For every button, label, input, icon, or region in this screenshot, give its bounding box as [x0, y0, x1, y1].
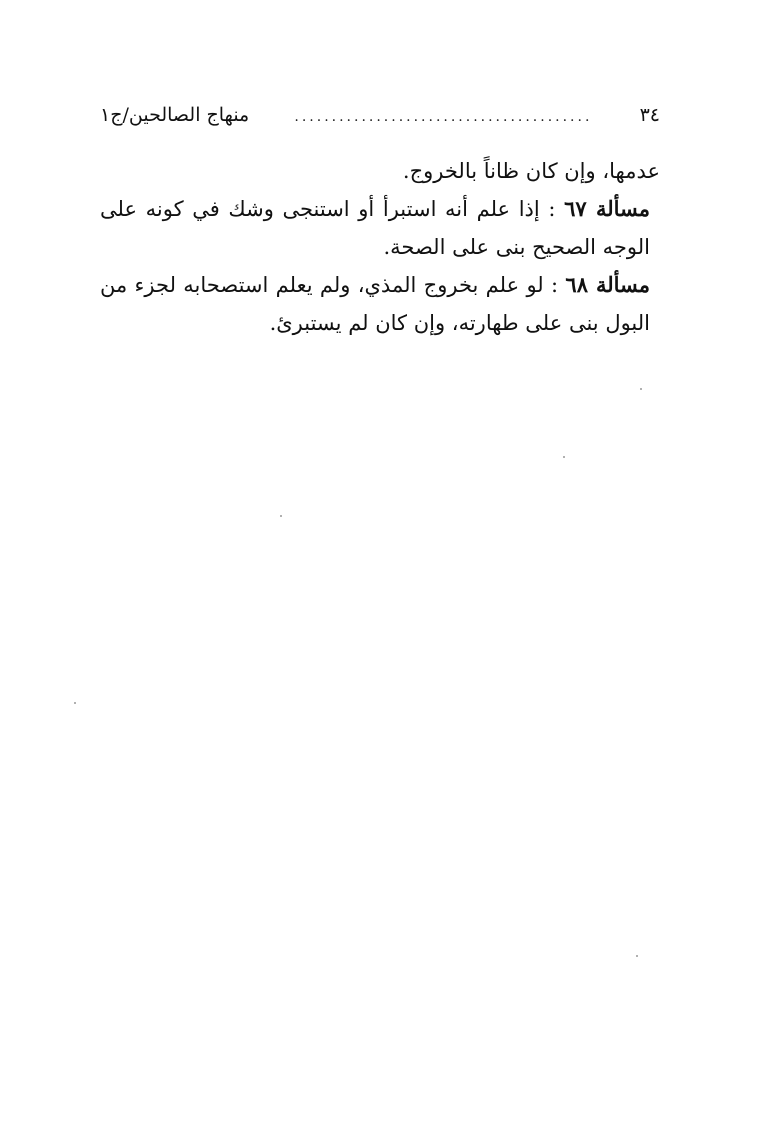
issue-text: : إذا علم أنه استبرأ أو استنجى وشك في كونه على الوجه الصحيح بنى على الصحة.	[100, 197, 650, 259]
page-number: ٣٤	[639, 104, 660, 126]
running-header	[100, 104, 660, 134]
issue-68	[100, 266, 660, 342]
scan-speck	[74, 702, 76, 704]
scan-speck	[563, 456, 565, 458]
page-body	[100, 152, 660, 342]
issue-label: مسألة ٦٧	[564, 196, 650, 221]
scan-speck	[280, 515, 282, 517]
issue-text: : لو علم بخروج المذي، ولم يعلم استصحابه لجزء من البول بنى على طهارته، وإن كان لم يستبرئ.	[100, 273, 650, 335]
scan-speck	[640, 388, 642, 390]
issue-label: مسألة ٦٨	[565, 272, 650, 297]
paragraph-text: عدمها، وإن كان ظاناً بالخروج.	[402, 159, 660, 183]
issue-67	[100, 190, 660, 266]
header-dot-leader: ........................................	[294, 109, 593, 125]
running-title: منهاج الصالحين/ج١	[100, 104, 250, 126]
paragraph-continuation	[100, 152, 660, 190]
scan-speck	[636, 955, 638, 957]
